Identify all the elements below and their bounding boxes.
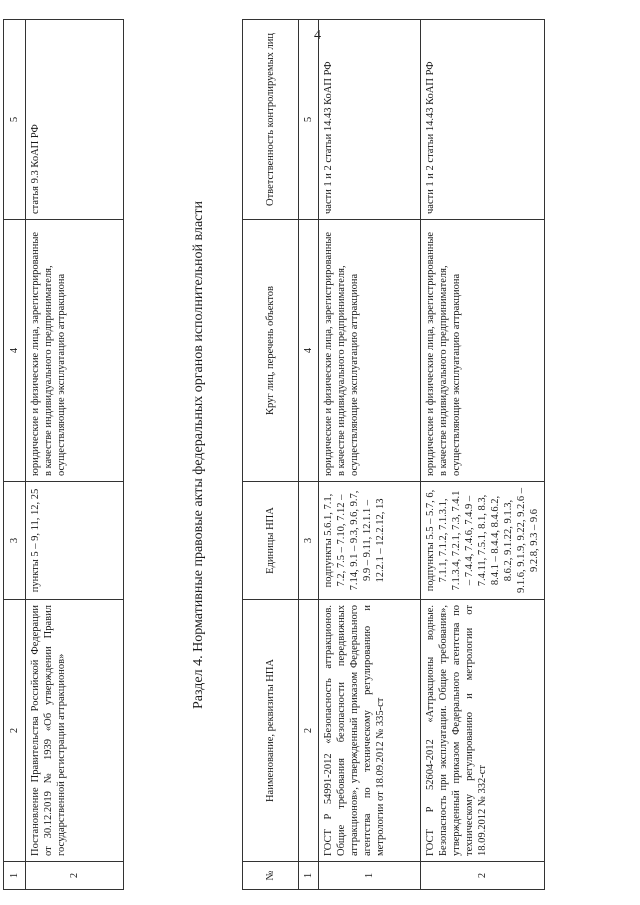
main-table-header-row: [243, 20, 299, 890]
persons-list: юридические и физические лица, зарегистрированные в качестве индивидуального предпринимателя, осуществляющие эксплуатацию аттракциона: [319, 220, 421, 482]
col-number-5: 5: [299, 20, 319, 220]
header-liability: Ответственность контролируемых лиц: [243, 20, 299, 220]
npa-name: Постановление Правительства Российской Федерации от 30.12.2019 № 1939 «Об утверждении Правил государственной регистрации аттракционов»: [26, 600, 124, 862]
row-number: 1: [319, 862, 421, 890]
header-name: Наименование, реквизиты НПА: [243, 600, 299, 862]
liability: статья 9.3 КоАП РФ: [26, 20, 124, 220]
header-persons: Круг лиц, перечень объектов: [243, 220, 299, 482]
top-col-3: 3: [4, 482, 26, 600]
npa-units: пункты 5 – 9, 11, 12, 25: [26, 482, 124, 600]
top-col-5: 5: [4, 20, 26, 220]
page-number: 4: [314, 28, 321, 43]
column-numbers-row: [299, 20, 319, 890]
table-row: [319, 20, 421, 890]
top-table-header-row: [4, 20, 26, 890]
top-col-2: 2: [4, 600, 26, 862]
col-number-4: 4: [299, 220, 319, 482]
persons-list: юридические и физические лица, зарегистрированные в качестве индивидуального предпринимателя, осуществляющие эксплуатацию аттракциона: [26, 220, 124, 482]
top-table: [3, 19, 124, 890]
col-number-2: 2: [299, 600, 319, 862]
npa-name: ГОСТ Р 52604-2012 «Аттракционы водные. Безопасность при эксплуатации. Общие требования», утвержденный приказом Федерального агентства по техническому регулированию и метрологии от 18.09.2012 № 332-ст: [421, 600, 545, 862]
liability: части 1 и 2 статьи 14.43 КоАП РФ: [421, 20, 545, 220]
main-table: [242, 19, 545, 890]
row-number: 2: [421, 862, 545, 890]
top-col-4: 4: [4, 220, 26, 482]
header-units: Единицы НПА: [243, 482, 299, 600]
top-col-1: 1: [4, 862, 26, 890]
liability: части 1 и 2 статьи 14.43 КоАП РФ: [319, 20, 421, 220]
col-number-1: 1: [299, 862, 319, 890]
table-row: [26, 20, 124, 890]
persons-list: юридические и физические лица, зарегистрированные в качестве индивидуального предпринимателя, осуществляющие эксплуатацию аттракциона: [421, 220, 545, 482]
table-row: [421, 20, 545, 890]
npa-name: ГОСТ Р 54991-2012 «Безопасность аттракционов. Общие требования безопасности передвижных аттракционов», утвержденный приказом Федерального агентства по техническому регулированию и метрологии от 18.09.2012 № 335-ст: [319, 600, 421, 862]
npa-units: подпункты 5.6.1, 7.1, 7.2, 7.5 – 7.10, 7.12 – 7.14, 9.1 – 9.3, 9.6, 9.7, 9.9 – 9.11, 12.1.1 – 12.2.1 – 12.2.12, 13: [319, 482, 421, 600]
npa-units: подпункты 5.5 – 5.7, 6, 7.1.1, 7.1.2, 7.1.3.1, 7.1.3.4, 7.2.1, 7.3, 7.4.1 – 7.4.4, 7.4.6, 7.4.9 – 7.4.11, 7.5.1, 8.1, 8.3, 8.4.1 – 8.4.4, 8.4.6.2, 8.6.2, 9.1.22, 9.1.3, 9.1.6, 9.1.9, 9.22, 9.2.6 – 9.2.8, 9.3 – 9.6: [421, 482, 545, 600]
row-number: 2: [26, 862, 124, 890]
col-number-3: 3: [299, 482, 319, 600]
section-title: Раздел 4. Нормативные правовые акты федеральных органов исполнительной власти: [191, 201, 206, 709]
header-num: №: [243, 862, 299, 890]
